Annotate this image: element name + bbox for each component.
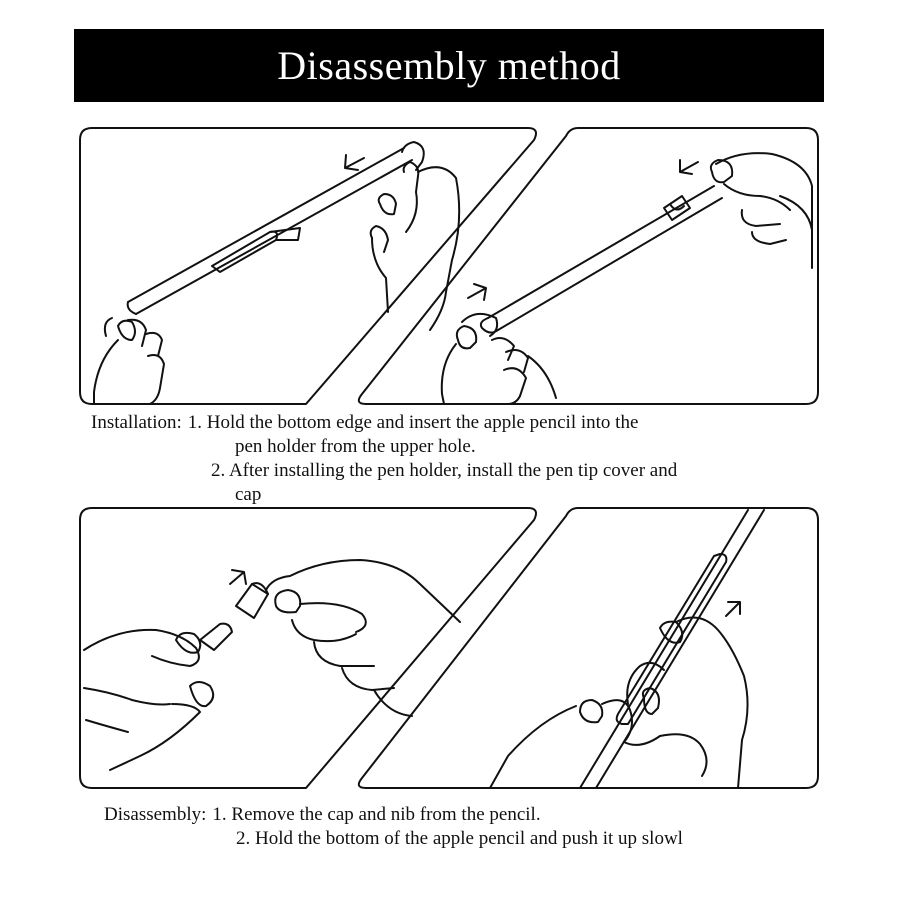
disassembly-step2: 2. Hold the bottom of the apple pencil and push it up slowl — [236, 828, 683, 849]
hands-installing-tip-icon — [359, 128, 818, 404]
page-title: Disassembly method — [277, 43, 621, 88]
installation-step2-line1: 2. After installing the pen holder, install the pen tip cover and — [211, 460, 678, 481]
installation-step1-line2: pen holder from the upper hole. — [235, 436, 476, 457]
hands-removing-cap-icon — [80, 508, 536, 788]
disassembly-caption — [104, 803, 683, 851]
hand-pushing-pencil-up-icon — [359, 508, 818, 788]
installation-step1-line1: 1. Hold the bottom edge and insert the apple pencil into the — [187, 412, 639, 433]
disassembly-label: Disassembly: — [104, 804, 207, 825]
installation-label: Installation: — [91, 412, 182, 433]
disassembly-step1: 1. Remove the cap and nib from the pencil. — [212, 804, 541, 825]
installation-caption — [91, 411, 677, 507]
installation-step2-line2: cap — [235, 484, 262, 505]
hands-inserting-pencil-icon — [80, 128, 536, 404]
